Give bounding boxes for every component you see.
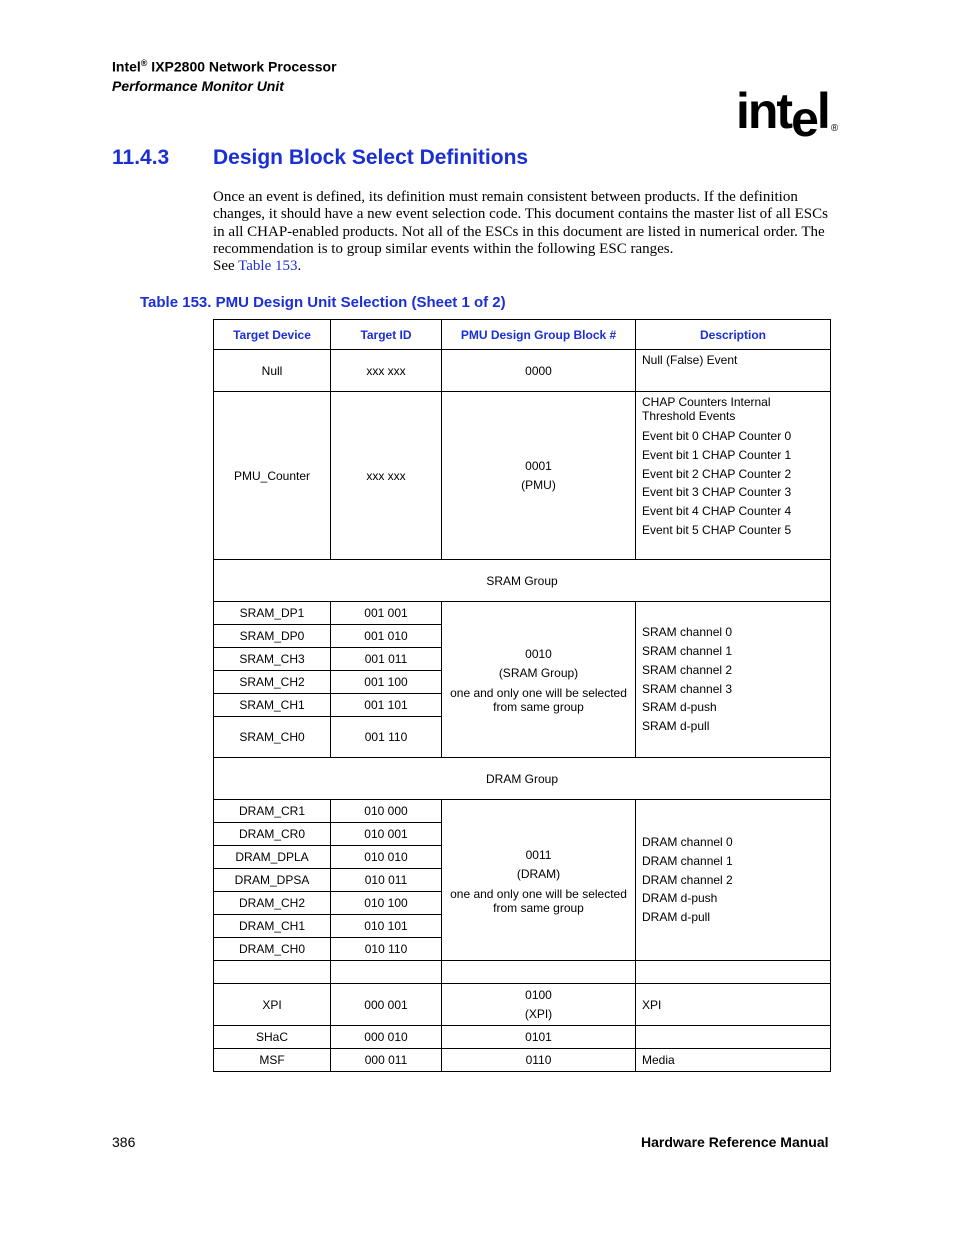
- dram-group-label: DRAM Group: [214, 758, 831, 800]
- table-caption: Table 153. PMU Design Unit Selection (Sheet 1 of 2): [140, 294, 506, 311]
- target-id-cell: 010 011: [331, 869, 442, 892]
- header-description: Description: [636, 320, 831, 350]
- target-device-cell: SRAM_DP1: [214, 602, 331, 625]
- description-cell: XPI: [636, 984, 831, 1026]
- block-cell: 0100 (XPI): [442, 984, 636, 1026]
- intel-logo: intel ®: [736, 83, 839, 147]
- running-header-subtitle: Performance Monitor Unit: [112, 78, 284, 94]
- target-id-cell: xxx xxx: [331, 392, 442, 560]
- target-id-cell: xxx xxx: [331, 350, 442, 392]
- description-cell: DRAM channel 0 DRAM channel 1 DRAM channel 2 DRAM d-push DRAM d-pull: [636, 800, 831, 961]
- table-header-row: [214, 320, 831, 350]
- section-paragraph: Once an event is defined, its definition must remain consistent between products. If the definition changes, it should have a new event selection code. This document contains the master list of all ESCs in all CHAP-enabled products. Not all of the ESCs in this document are listed in numerical order. The recommendation is to group similar events within the following ESC ranges. See Table 153.: [213, 189, 828, 275]
- block-cell: 0101: [442, 1026, 636, 1049]
- target-device-cell: DRAM_DPSA: [214, 869, 331, 892]
- target-id-cell: 010 110: [331, 938, 442, 961]
- header-target-device: Target Device: [214, 320, 331, 350]
- target-device-cell: SHaC: [214, 1026, 331, 1049]
- section-title: Design Block Select Definitions: [213, 146, 529, 169]
- description-cell: SRAM channel 0 SRAM channel 1 SRAM channel 2 SRAM channel 3 SRAM d-push SRAM d-pull: [636, 602, 831, 758]
- table-153-link[interactable]: Table 153: [238, 258, 298, 275]
- description-cell: CHAP Counters Internal Threshold Events Event bit 0 CHAP Counter 0 Event bit 1 CHAP Counter 1 Event bit 2 CHAP Counter 2 Event bit 3 CHAP Counter 3 Event bit 4 CHAP Counter 4 Event bit 5 CHAP Counter 5: [636, 392, 831, 560]
- table-row: [214, 602, 831, 625]
- target-id-cell: 010 000: [331, 800, 442, 823]
- table-row: [214, 984, 831, 1026]
- table-row: [214, 1026, 831, 1049]
- pmu-design-unit-table: [213, 319, 831, 1072]
- target-id-cell: 001 010: [331, 625, 442, 648]
- target-id-cell: 001 011: [331, 648, 442, 671]
- group-row: [214, 560, 831, 602]
- target-device-cell: Null: [214, 350, 331, 392]
- block-cell: 0010 (SRAM Group) one and only one will be selected from same group: [442, 602, 636, 758]
- sram-group-label: SRAM Group: [214, 560, 831, 602]
- target-device-cell: DRAM_CH0: [214, 938, 331, 961]
- target-device-cell: SRAM_CH2: [214, 671, 331, 694]
- group-row: [214, 758, 831, 800]
- table-row: [214, 1049, 831, 1072]
- target-device-cell: PMU_Counter: [214, 392, 331, 560]
- block-cell: 0110: [442, 1049, 636, 1072]
- target-device-cell: DRAM_CH1: [214, 915, 331, 938]
- running-header-title: Intel® IXP2800 Network Processor: [112, 58, 337, 75]
- description-cell: Null (False) Event: [636, 350, 831, 392]
- target-id-cell: 000 011: [331, 1049, 442, 1072]
- target-id-cell: 010 010: [331, 846, 442, 869]
- block-cell: 0000: [442, 350, 636, 392]
- page-number: 386: [112, 1134, 136, 1150]
- target-id-cell: 001 100: [331, 671, 442, 694]
- target-id-cell: 001 110: [331, 717, 442, 758]
- target-id-cell: 010 101: [331, 915, 442, 938]
- target-id-cell: 010 001: [331, 823, 442, 846]
- target-id-cell: 001 101: [331, 694, 442, 717]
- table-row: [214, 392, 831, 560]
- target-device-cell: SRAM_CH0: [214, 717, 331, 758]
- table-row: [214, 800, 831, 823]
- target-device-cell: XPI: [214, 984, 331, 1026]
- target-id-cell: 001 001: [331, 602, 442, 625]
- empty-row: [214, 961, 831, 984]
- target-device-cell: DRAM_DPLA: [214, 846, 331, 869]
- manual-title: Hardware Reference Manual: [641, 1134, 829, 1150]
- header-target-id: Target ID: [331, 320, 442, 350]
- target-device-cell: DRAM_CR1: [214, 800, 331, 823]
- block-cell: 0011 (DRAM) one and only one will be selected from same group: [442, 800, 636, 961]
- target-id-cell: 010 100: [331, 892, 442, 915]
- target-device-cell: SRAM_CH1: [214, 694, 331, 717]
- paragraph-text: Once an event is defined, its definition must remain consistent between products. If the definition changes, it should have a new event selection code. This document contains the master list of all ESCs in all CHAP-enabled products. Not all of the ESCs in this document are listed in numerical order. The recommendation is to group similar events within the following ESC ranges.: [213, 189, 828, 257]
- description-cell: [636, 1026, 831, 1049]
- target-id-cell: 000 001: [331, 984, 442, 1026]
- target-device-cell: SRAM_DP0: [214, 625, 331, 648]
- block-cell: 0001 (PMU): [442, 392, 636, 560]
- header-pmu-design-group-block: PMU Design Group Block #: [442, 320, 636, 350]
- target-device-cell: MSF: [214, 1049, 331, 1072]
- target-id-cell: 000 010: [331, 1026, 442, 1049]
- target-device-cell: SRAM_CH3: [214, 648, 331, 671]
- target-device-cell: DRAM_CR0: [214, 823, 331, 846]
- description-cell: Media: [636, 1049, 831, 1072]
- table-row: [214, 350, 831, 392]
- target-device-cell: DRAM_CH2: [214, 892, 331, 915]
- section-number: 11.4.3: [112, 146, 170, 169]
